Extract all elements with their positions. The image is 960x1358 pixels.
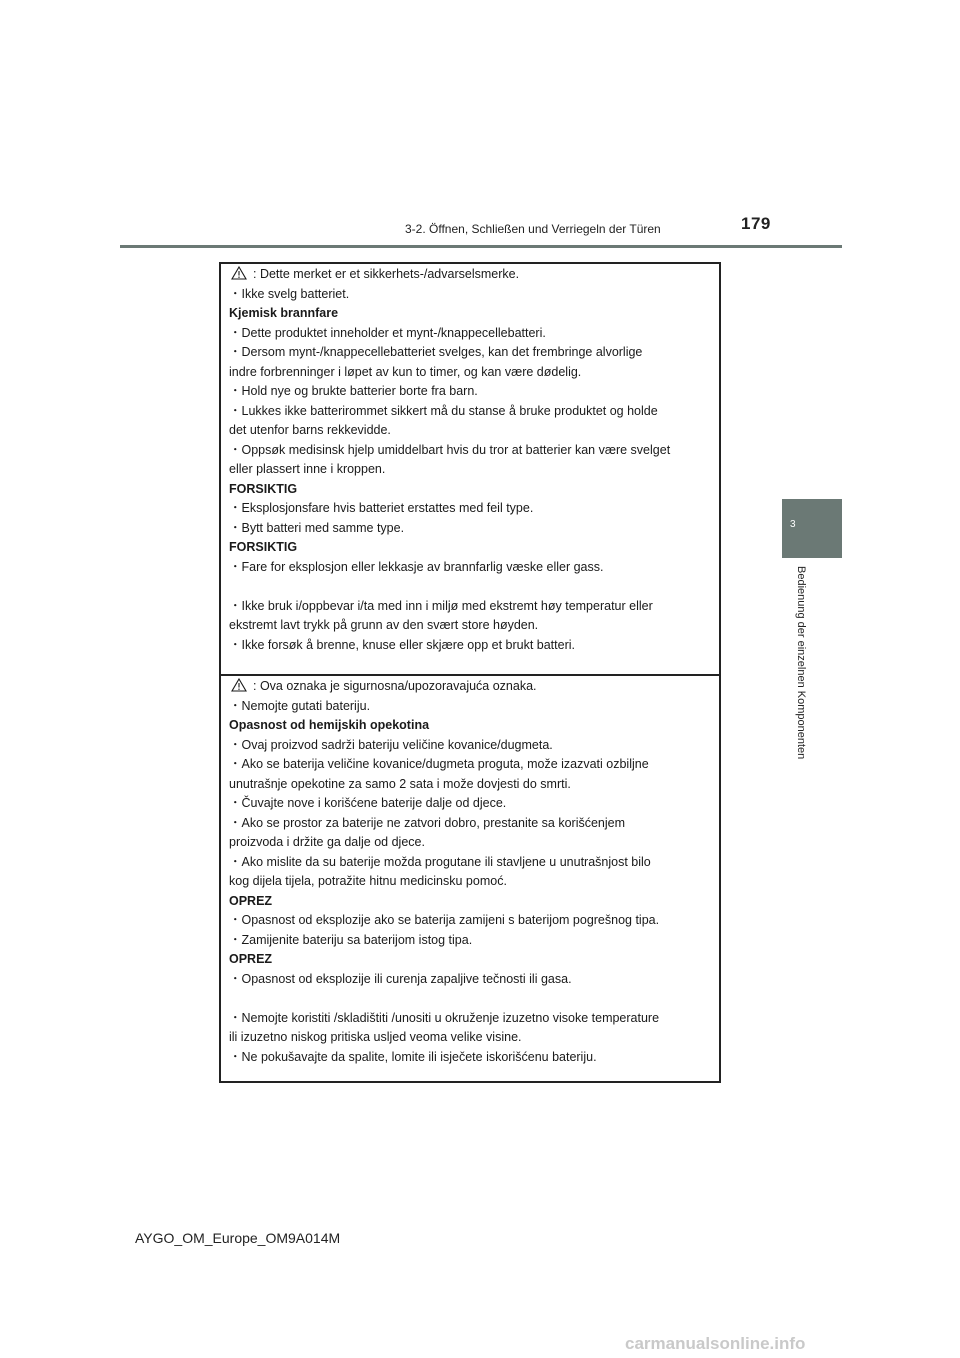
warning-line: ・Ako se baterija veličine kovanice/dugmeta proguta, može izazvati ozbiljne bbox=[229, 757, 649, 771]
chapter-title: Bedienung der einzelnen Komponenten bbox=[795, 566, 807, 760]
warning-heading-line bbox=[229, 677, 711, 697]
chapter-number: 3 bbox=[790, 519, 796, 530]
warning-heading-text: : Ova oznaka je sigurnosna/upozoravajuća oznaka. bbox=[253, 679, 537, 693]
warning-line: ・Oppsøk medisinsk hjelp umiddelbart hvis du tror at batterier kan være svelget bbox=[229, 442, 671, 457]
warning-line: ili izuzetno niskog pritiska usljed veoma velike visine. bbox=[229, 1030, 522, 1044]
warning-line: ・Hold nye og brukte batterier borte fra barn. bbox=[229, 384, 478, 398]
watermark: carmanualsonline.info bbox=[625, 1334, 806, 1353]
caution-label: FORSIKTIG bbox=[229, 540, 298, 554]
page-number: 179 bbox=[741, 214, 771, 233]
warning-line: ・Ikke bruk i/oppbevar i/ta med inn i miljø med ekstremt høy temperatur eller bbox=[229, 598, 653, 613]
warning-line: ekstremt lavt trykk på grunn av den svært store høyden. bbox=[229, 618, 539, 632]
blank-line bbox=[229, 577, 711, 597]
blank-line bbox=[229, 989, 711, 1009]
warning-line: ・Opasnost od eksplozije ili curenja zapaljive tečnosti ili gasa. bbox=[229, 971, 572, 986]
warning-line: ・Ako mislite da su baterije možda progutane ili stavljene u unutrašnjost bilo bbox=[229, 854, 651, 869]
warning-panel-norwegian bbox=[221, 264, 719, 674]
warning-line: proizvoda i držite ga dalje od djece. bbox=[229, 835, 425, 849]
warning-line: det utenfor barns rekkevidde. bbox=[229, 423, 391, 437]
battery-warning-box bbox=[219, 262, 721, 1083]
warning-line: ・Ikke forsøk å brenne, knuse eller skjære opp et brukt batteri. bbox=[229, 637, 575, 652]
warning-line: ・Fare for eksplosjon eller lekkasje av brannfarlig væske eller gass. bbox=[229, 559, 604, 574]
warning-triangle-icon bbox=[231, 266, 247, 280]
warning-line: ・Dette produktet inneholder et mynt-/knappecellebatteri. bbox=[229, 325, 546, 340]
warning-line: ・Opasnost od eksplozije ako se baterija zamijeni s baterijom pogrešnog tipa. bbox=[229, 913, 660, 927]
warning-line: ・Bytt batteri med samme type. bbox=[229, 520, 405, 535]
warning-line: ・Ako se prostor za baterije ne zatvori dobro, prestanite sa korišćenjem bbox=[229, 815, 626, 830]
warning-heading-text: : Dette merket er et sikkerhets-/advarselsmerke. bbox=[253, 267, 520, 281]
warning-line: ・Ovaj proizvod sadrži bateriju veličine kovanice/dugmeta. bbox=[229, 737, 553, 752]
warning-line: ・Nemojte koristiti /skladištiti /unositi u okruženje izuzetno visoke temperature bbox=[229, 1010, 660, 1025]
warning-line: kog dijela tijela, potražite hitnu medicinsku pomoć. bbox=[229, 874, 507, 888]
warning-panel-croatian bbox=[221, 676, 719, 1081]
warning-line: ・Lukkes ikke batterirommet sikkert må du stanse å bruke produktet og holde bbox=[229, 403, 658, 418]
warning-line: ・Zamijenite bateriju sa baterijom istog tipa. bbox=[229, 932, 473, 947]
warning-line: ・Nemojte gutati bateriju. bbox=[229, 698, 371, 713]
warning-triangle-icon bbox=[231, 678, 247, 692]
warning-subheading: Kjemisk brannfare bbox=[229, 306, 339, 320]
caution-label: OPREZ bbox=[229, 952, 273, 966]
chapter-tab bbox=[782, 499, 842, 558]
warning-line: eller plassert inne i kroppen. bbox=[229, 462, 386, 476]
warning-line: unutrašnje opekotine za samo 2 sata i može dovjesti do smrti. bbox=[229, 776, 571, 791]
warning-subheading: Opasnost od hemijskih opekotina bbox=[229, 718, 430, 732]
warning-line: indre forbrenninger i løpet av kun to timer, og kan være dødelig. bbox=[229, 364, 582, 379]
footer-doc-id: AYGO_OM_Europe_OM9A014M bbox=[135, 1230, 341, 1246]
warning-line: ・Dersom mynt-/knappecellebatteriet svelges, kan det frembringe alvorlige bbox=[229, 345, 643, 359]
warning-line: ・Eksplosjonsfare hvis batteriet erstattes med feil type. bbox=[229, 501, 534, 515]
warning-line: ・Čuvajte nove i korišćene baterije dalje od djece. bbox=[229, 796, 507, 810]
header-rule bbox=[120, 245, 842, 248]
warning-line: ・Ne pokušavajte da spalite, lomite ili isječete iskorišćenu bateriju. bbox=[229, 1049, 597, 1064]
warning-heading-line bbox=[229, 265, 711, 285]
caution-label: OPREZ bbox=[229, 893, 273, 908]
warning-line: ・Ikke svelg batteriet. bbox=[229, 286, 350, 301]
caution-label: FORSIKTIG bbox=[229, 481, 298, 496]
header-section-title: 3-2. Öffnen, Schließen und Verriegeln der Türen bbox=[405, 222, 661, 236]
